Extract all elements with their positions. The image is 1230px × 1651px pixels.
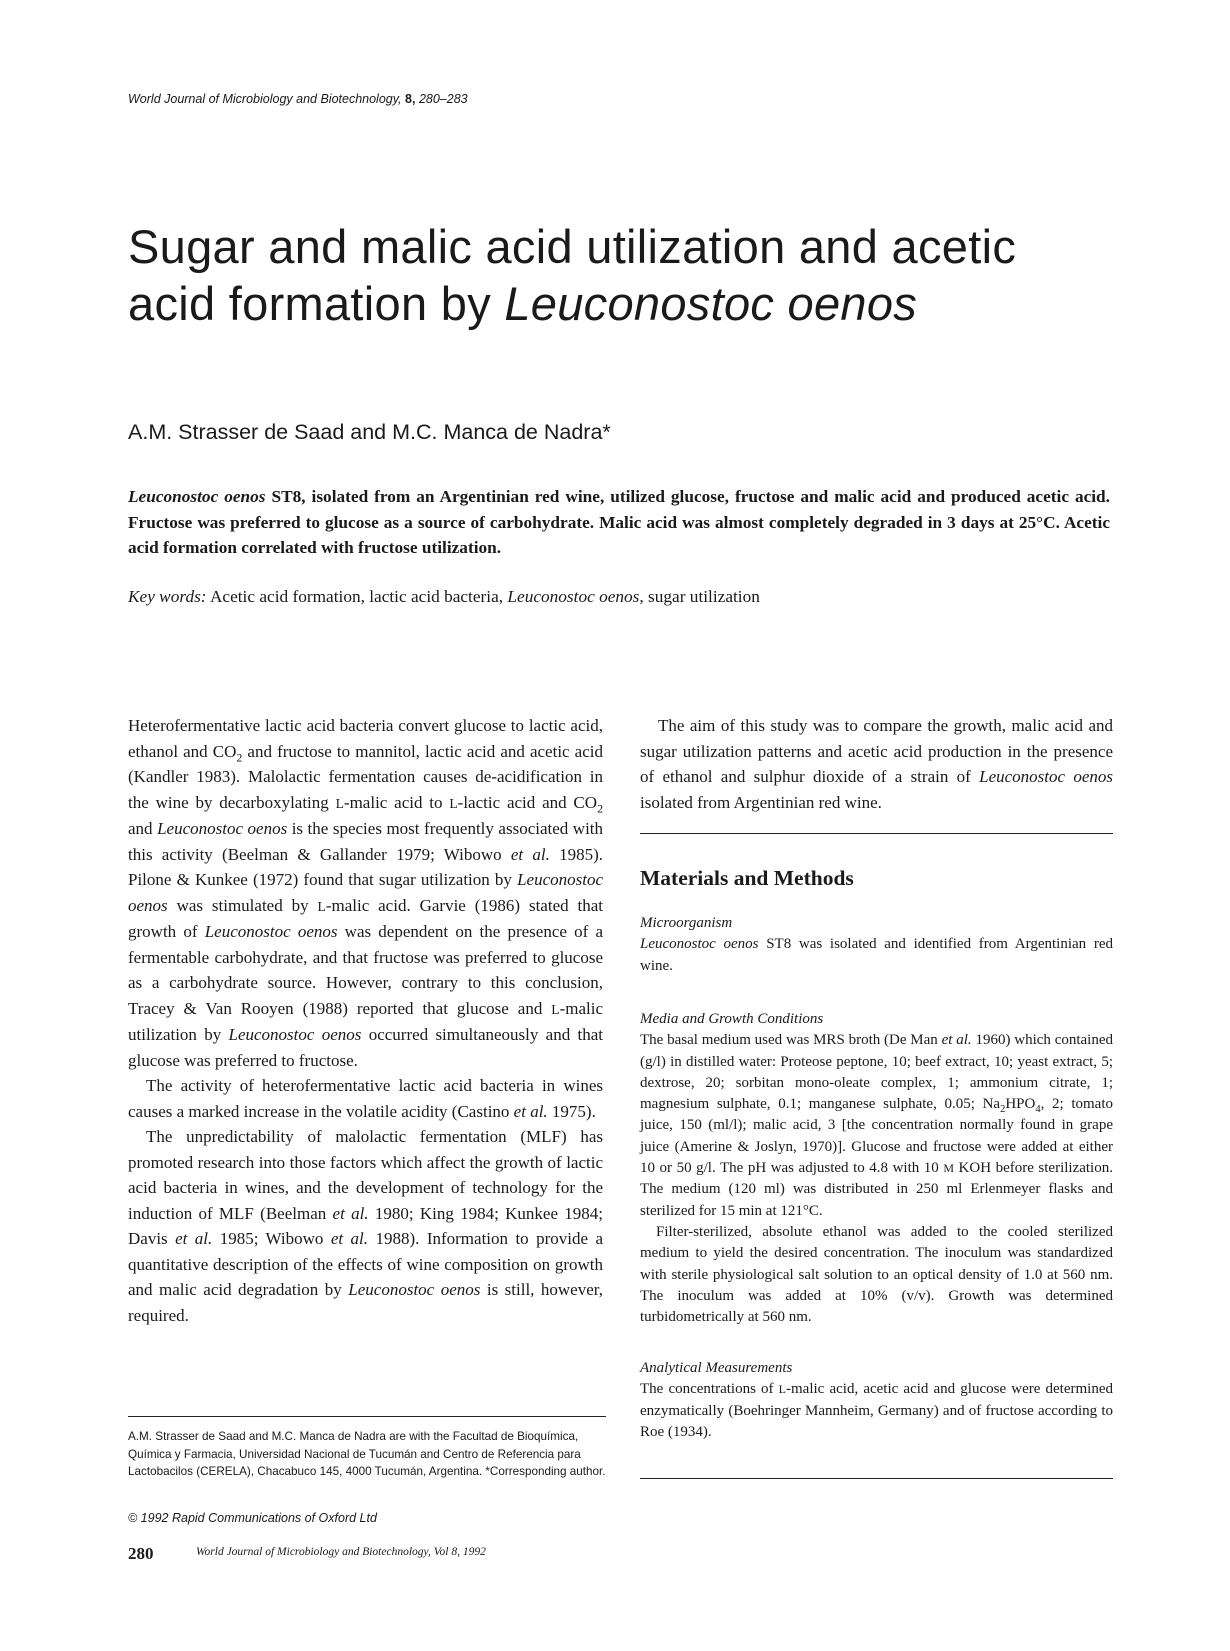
intro-paragraph-3: The unpredictability of malolactic fermentation (MLF) has promoted research into those factors which affect the growth of lactic acid bacteria in wines, and the development of technology for the induction of MLF (Beelman et al. 1980; King 1984; Kunkee 1984; Davis et al. 1985; Wibowo et al. 1988). Information to provide a quantitative description of the effects of wine composition on growth and malic acid degradation by Leuconostoc oenos is still, however, required. <box>128 1127 604 1325</box>
analytical-section <box>640 1358 1113 1443</box>
media-paragraph-1: The basal medium used was MRS broth (De Man et al. 1960) which contained (g/l) in distilled water: Proteose peptone, 10; beef extract, 10; yeast extract, 5; dextrose, 20; sorbitan mono-oleate complex, 1; ammonium citrate, 1; magnesium sulphate, 0.1; manganese sulphate, 0.05; $Na_2HPO_4$, 2; tomato juice, 150 (ml/l); malic acid, 3 [the concentration normally found in grape juice (Amerine & Joslyn, 1970)]. Glucose and fructose were added at either 10 or 50 g/l. The pH was adjusted to 4.8 with 10 M KOH before sterilization. The medium (120 ml) was distributed in 250 ml Erlenmeyer flasks and sterilized for 15 min at 121°C. <box>640 1032 1114 1219</box>
running-head-volume: 8, <box>405 92 416 106</box>
keywords <box>128 587 760 607</box>
title-line-1: Sugar and malic acid utilization and acetic <box>128 220 1017 273</box>
abstract-species: Leuconostoc oenos <box>128 487 266 506</box>
intro-paragraph-1: Heterofermentative lactic acid bacteria convert glucose to lactic acid, ethanol and $CO_2$ and fructose to mannitol, lactic acid and acetic acid (Kandler 1983). Malolactic fermentation causes de-acidification in the wine by decarboxylating L-malic acid to L-lactic acid and $CO_2$ and Leuconostoc oenos is the species most frequently associated with this activity (Beelman & Gallander 1979; Wibowo et al. 1985). Pilone & Kunkee (1972) found that sugar utilization by Leuconostoc oenos was stimulated by L-malic acid. Garvie (1986) stated that growth of Leuconostoc oenos was dependent on the presence of a fermentable carbohydrate, and that fructose was preferred to glucose as a carbohydrate source. However, contrary to this conclusion, Tracey & Van Rooyen (1988) reported that glucose and L-malic utilization by Leuconostoc oenos occurred simultaneously and that glucose was preferred to fructose. <box>128 716 604 1070</box>
left-column <box>128 713 603 1328</box>
running-head <box>128 92 468 106</box>
footer-journal: World Journal of Microbiology and Biotechnology, Vol 8, 1992 <box>196 1546 486 1558</box>
keywords-text: Acetic acid formation, lactic acid bacteria, <box>209 587 504 606</box>
abstract <box>128 484 1110 561</box>
microorganism-section <box>640 913 1113 977</box>
article-title <box>128 218 1128 332</box>
media-section <box>640 1009 1113 1328</box>
title-line-2-prefix: acid formation by <box>128 277 491 330</box>
media-paragraph-2: Filter-sterilized, absolute ethanol was added to the cooled sterilized medium to yield the desired concentration. The inoculum was standardized with sterile physiological salt solution to an optical density of 1.0 at 560 nm. The inoculum was added at 10% (v/v). Growth was determined turbidometrically at 560 nm. <box>640 1223 1113 1326</box>
author-affiliation-footnote: A.M. Strasser de Saad and M.C. Manca de Nadra are with the Facultad de Bioquímica, Química y Farmacia, Universidad Nacional de Tucumán and Centro de Referencia para Lactobacilos (CERELA), Chacabuco 145, 4000 Tucumán, Argentina. *Corresponding author. <box>128 1430 606 1478</box>
media-heading: Media and Growth Conditions <box>640 1011 824 1027</box>
copyright: © 1992 Rapid Communications of Oxford Ltd <box>128 1511 377 1525</box>
intro-paragraph-2: The activity of heterofermentative lactic acid bacteria in wines causes a marked increase in the volatile acidity (Castino et al. 1975). <box>128 1076 603 1121</box>
section-heading-methods: Materials and Methods <box>640 866 854 890</box>
title-species: Leuconostoc oenos <box>504 277 918 330</box>
page-number: 280 <box>128 1544 154 1563</box>
section-divider-bottom <box>640 1478 1113 1479</box>
microorganism-heading: Microorganism <box>640 915 733 931</box>
keywords-species: Leuconostoc oenos, <box>507 587 644 606</box>
keywords-text-end: sugar utilization <box>648 587 760 606</box>
keywords-label: Key words: <box>128 587 207 606</box>
authors: A.M. Strasser de Saad and M.C. Manca de Nadra* <box>128 420 611 444</box>
section-divider-top <box>640 833 1113 834</box>
analytical-heading: Analytical Measurements <box>640 1360 793 1376</box>
analytical-text: The concentrations of L-malic acid, acetic acid and glucose were determined enzymatically (Boehringer Mannheim, Germany) and of fructose according to Roe (1934). <box>640 1381 1113 1440</box>
running-head-journal: World Journal of Microbiology and Biotechnology, <box>128 92 402 106</box>
aim-paragraph: The aim of this study was to compare the growth, malic acid and sugar utilization patterns and acetic acid production in the presence of ethanol and sulphur dioxide of a strain of Leuconostoc oenos isolated from Argentinian red wine. <box>640 716 1114 812</box>
right-column-aim <box>640 713 1113 815</box>
microorganism-text: Leuconostoc oenos ST8 was isolated and identified from Argentinian red wine. <box>640 936 1113 974</box>
running-head-pages: 280–283 <box>418 92 468 106</box>
abstract-text: ST8, isolated from an Argentinian red wine, utilized glucose, fructose and malic acid and produced acetic acid. Fructose was preferred to glucose as a source of carbohydrate. Malic acid was almost completely degraded in 3 days at 25°C. Acetic acid formation correlated with fructose utilization. <box>128 487 1110 557</box>
footnote-divider <box>128 1416 606 1417</box>
